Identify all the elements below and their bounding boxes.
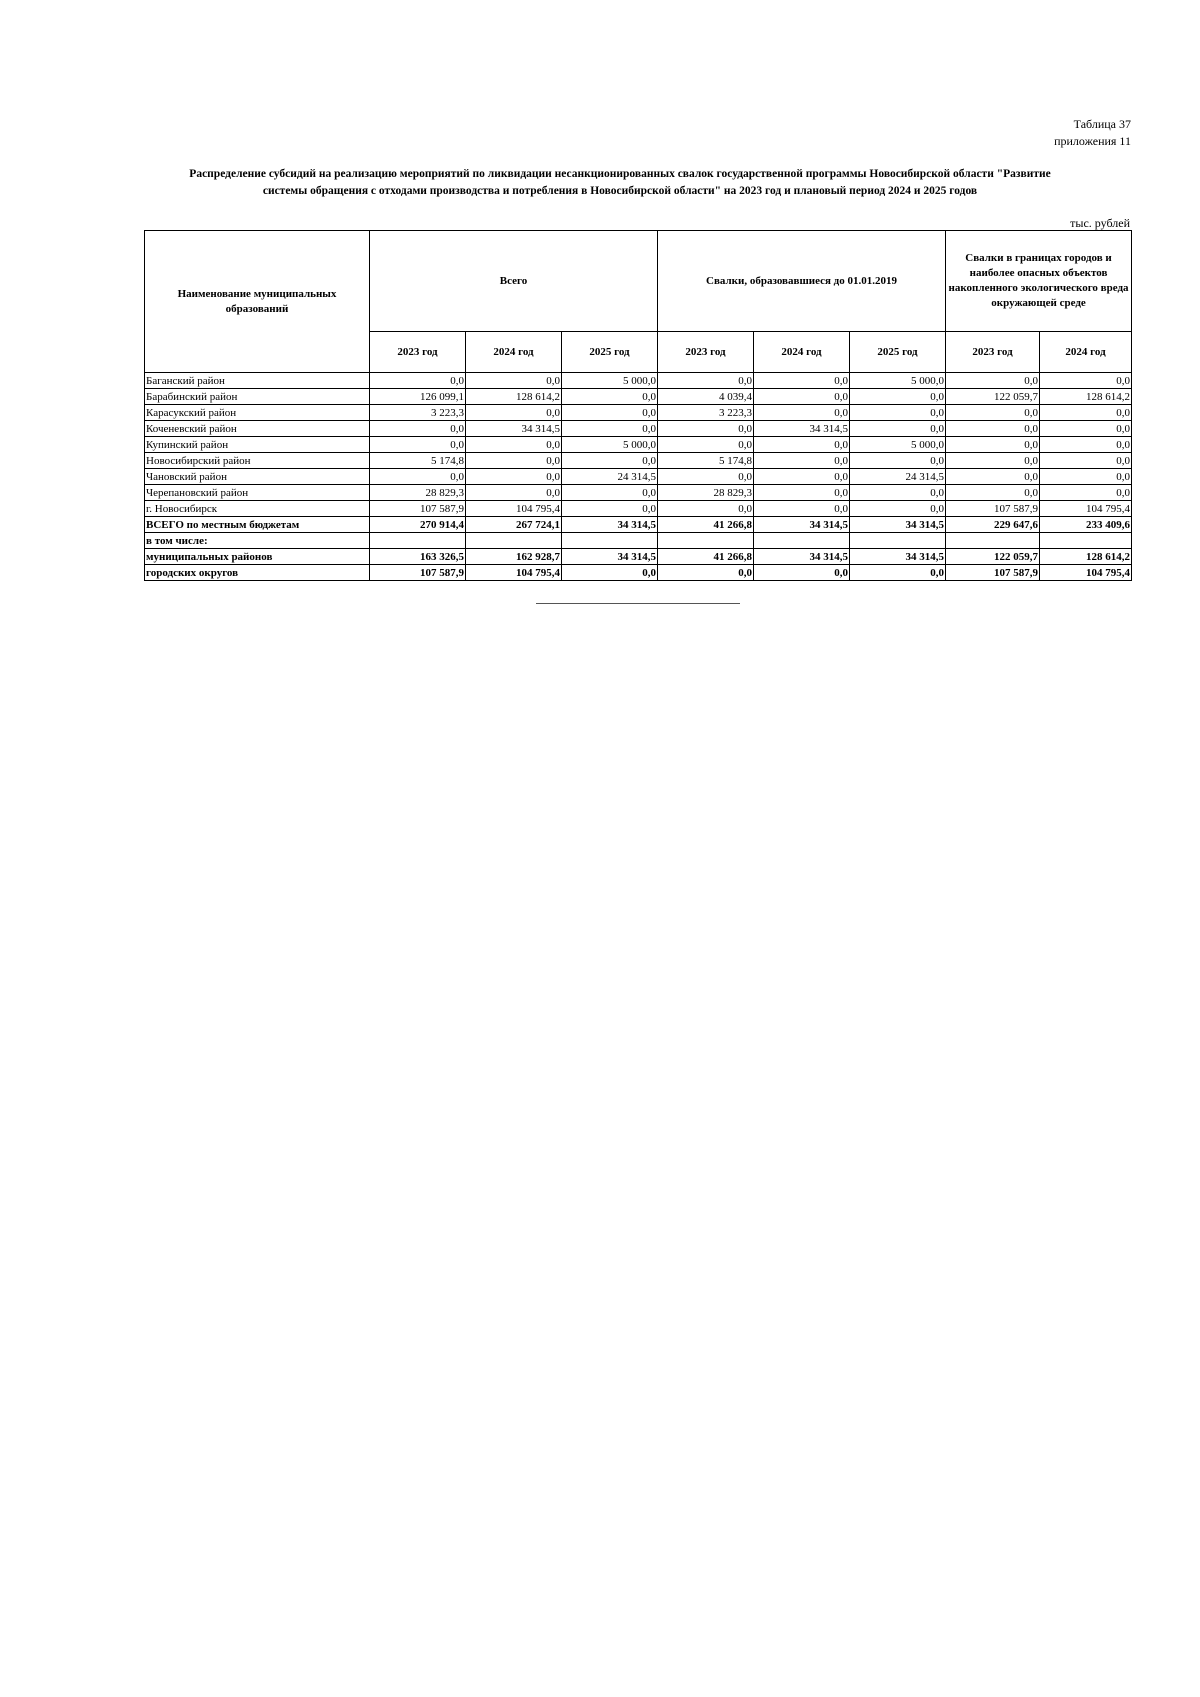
table-cell: 107 587,9 — [370, 565, 466, 581]
table-cell: 0,0 — [562, 453, 658, 469]
empty-cell — [1040, 533, 1132, 549]
table-body — [145, 373, 1132, 581]
table-number: Таблица 37 — [1073, 117, 1131, 131]
col-header-name: Наименование муниципальных образований — [145, 231, 370, 373]
table-cell: 0,0 — [370, 469, 466, 485]
table-cell: 41 266,8 — [658, 549, 754, 565]
group-header-cities: Свалки в границах городов и наиболее опасных объектов накопленного экологического вреда окружающей среде — [946, 231, 1132, 332]
table-cell: 0,0 — [370, 437, 466, 453]
table-cell: 34 314,5 — [466, 421, 562, 437]
table-row — [145, 437, 1132, 453]
table-cell: 233 409,6 — [1040, 517, 1132, 533]
row-name: Черепановский район — [145, 485, 370, 501]
empty-cell — [466, 533, 562, 549]
table-cell: 0,0 — [754, 501, 850, 517]
table-cell: 0,0 — [946, 453, 1040, 469]
table-row — [145, 421, 1132, 437]
table-cell: 0,0 — [562, 501, 658, 517]
row-name: Баганский район — [145, 373, 370, 389]
table-cell: 0,0 — [1040, 469, 1132, 485]
table-row — [145, 485, 1132, 501]
table-cell: 0,0 — [754, 485, 850, 501]
row-name: Карасукский район — [145, 405, 370, 421]
table-cell: 0,0 — [658, 373, 754, 389]
year-header: 2023 год — [658, 332, 754, 373]
table-cell: 41 266,8 — [658, 517, 754, 533]
table-cell: 0,0 — [658, 469, 754, 485]
table-cell: 107 587,9 — [946, 501, 1040, 517]
including-row — [145, 533, 1132, 549]
empty-cell — [946, 533, 1040, 549]
table-cell: 0,0 — [850, 453, 946, 469]
table-cell: 0,0 — [754, 389, 850, 405]
table-cell: 122 059,7 — [946, 389, 1040, 405]
row-name: муниципальных районов — [145, 549, 370, 565]
row-name: Коченевский район — [145, 421, 370, 437]
table-cell: 3 223,3 — [658, 405, 754, 421]
header-row-groups — [145, 231, 1132, 332]
table-cell: 0,0 — [562, 421, 658, 437]
table-cell: 4 039,4 — [658, 389, 754, 405]
table-cell: 270 914,4 — [370, 517, 466, 533]
title-line-1: Распределение субсидий на реализацию мероприятий по ликвидации несанкционированных свалок государственной программы Новосибирской области "Развитие — [189, 168, 1051, 180]
table-cell: 0,0 — [466, 437, 562, 453]
total-row — [145, 517, 1132, 533]
table-cell: 34 314,5 — [850, 549, 946, 565]
year-header: 2025 год — [562, 332, 658, 373]
row-name: Купинский район — [145, 437, 370, 453]
table-cell: 0,0 — [658, 421, 754, 437]
table-cell: 0,0 — [850, 485, 946, 501]
table-cell: 0,0 — [1040, 373, 1132, 389]
table-cell: 107 587,9 — [946, 565, 1040, 581]
row-name: ВСЕГО по местным бюджетам — [145, 517, 370, 533]
table-cell: 107 587,9 — [370, 501, 466, 517]
table-cell: 0,0 — [754, 469, 850, 485]
row-name: Барабинский район — [145, 389, 370, 405]
table-row — [145, 373, 1132, 389]
table-cell: 229 647,6 — [946, 517, 1040, 533]
table-cell: 34 314,5 — [562, 517, 658, 533]
table-cell: 34 314,5 — [850, 517, 946, 533]
table-cell: 0,0 — [658, 437, 754, 453]
year-header: 2023 год — [946, 332, 1040, 373]
table-cell: 104 795,4 — [1040, 565, 1132, 581]
table-cell: 0,0 — [754, 565, 850, 581]
table-cell: 0,0 — [1040, 437, 1132, 453]
table-cell: 104 795,4 — [466, 565, 562, 581]
table-cell: 0,0 — [946, 469, 1040, 485]
table-cell: 163 326,5 — [370, 549, 466, 565]
urban-districts-row — [145, 565, 1132, 581]
table-cell: 104 795,4 — [1040, 501, 1132, 517]
table-cell: 122 059,7 — [946, 549, 1040, 565]
year-header: 2024 год — [1040, 332, 1132, 373]
table-cell: 0,0 — [562, 389, 658, 405]
table-cell: 0,0 — [850, 501, 946, 517]
including-label: в том числе: — [145, 533, 370, 549]
table-cell: 0,0 — [562, 405, 658, 421]
table-cell: 24 314,5 — [850, 469, 946, 485]
table-cell: 0,0 — [754, 405, 850, 421]
table-cell: 5 000,0 — [562, 437, 658, 453]
year-header: 2023 год — [370, 332, 466, 373]
table-cell: 0,0 — [946, 437, 1040, 453]
row-name: городских округов — [145, 565, 370, 581]
table-cell: 0,0 — [658, 565, 754, 581]
table-cell: 28 829,3 — [370, 485, 466, 501]
table-cell: 128 614,2 — [1040, 389, 1132, 405]
group-header-total: Всего — [370, 231, 658, 332]
table-cell: 0,0 — [466, 373, 562, 389]
empty-cell — [370, 533, 466, 549]
table-cell: 34 314,5 — [562, 549, 658, 565]
table-cell: 0,0 — [850, 389, 946, 405]
table-row — [145, 389, 1132, 405]
table-cell: 0,0 — [754, 437, 850, 453]
table-cell: 5 174,8 — [658, 453, 754, 469]
table-cell: 0,0 — [850, 565, 946, 581]
year-header: 2024 год — [754, 332, 850, 373]
table-cell: 34 314,5 — [754, 549, 850, 565]
document-title — [100, 166, 1140, 200]
table-row — [145, 469, 1132, 485]
table-cell: 0,0 — [1040, 421, 1132, 437]
empty-cell — [658, 533, 754, 549]
table-cell: 5 000,0 — [850, 373, 946, 389]
table-cell: 126 099,1 — [370, 389, 466, 405]
table-cell: 0,0 — [754, 373, 850, 389]
table-row — [145, 405, 1132, 421]
table-cell: 0,0 — [466, 453, 562, 469]
year-header: 2025 год — [850, 332, 946, 373]
table-cell: 0,0 — [562, 485, 658, 501]
table-cell: 162 928,7 — [466, 549, 562, 565]
row-name: Чановский район — [145, 469, 370, 485]
table-cell: 267 724,1 — [466, 517, 562, 533]
year-header: 2024 год — [466, 332, 562, 373]
table-cell: 0,0 — [946, 485, 1040, 501]
table-cell: 0,0 — [1040, 453, 1132, 469]
group-header-before-2019: Свалки, образовавшиеся до 01.01.2019 — [658, 231, 946, 332]
table-cell: 0,0 — [658, 501, 754, 517]
row-name: г. Новосибирск — [145, 501, 370, 517]
empty-cell — [754, 533, 850, 549]
table-cell: 3 223,3 — [370, 405, 466, 421]
table-cell: 128 614,2 — [1040, 549, 1132, 565]
table-cell: 0,0 — [850, 421, 946, 437]
subsidy-table — [144, 230, 1132, 581]
table-cell: 34 314,5 — [754, 517, 850, 533]
table-cell: 0,0 — [1040, 405, 1132, 421]
table-cell: 5 000,0 — [562, 373, 658, 389]
appendix-label: приложения 11 — [1054, 134, 1131, 148]
footer-divider — [536, 603, 740, 604]
table-cell: 0,0 — [466, 485, 562, 501]
table-cell: 0,0 — [466, 469, 562, 485]
table-cell: 128 614,2 — [466, 389, 562, 405]
table-cell: 24 314,5 — [562, 469, 658, 485]
table-row — [145, 501, 1132, 517]
empty-cell — [562, 533, 658, 549]
table-cell: 28 829,3 — [658, 485, 754, 501]
table-cell: 104 795,4 — [466, 501, 562, 517]
table-cell: 0,0 — [562, 565, 658, 581]
table-cell: 0,0 — [946, 373, 1040, 389]
empty-cell — [850, 533, 946, 549]
units-label: тыс. рублей — [1070, 216, 1130, 230]
table-cell: 0,0 — [850, 405, 946, 421]
table-cell: 0,0 — [946, 421, 1040, 437]
table-cell: 5 174,8 — [370, 453, 466, 469]
table-cell: 0,0 — [754, 453, 850, 469]
table-cell: 0,0 — [946, 405, 1040, 421]
title-line-2: системы обращения с отходами производства и потребления в Новосибирской области" на 2023 год и плановый период 2024 и 2025 годов — [262, 185, 978, 197]
table-cell: 0,0 — [1040, 485, 1132, 501]
table-cell: 0,0 — [466, 405, 562, 421]
table-cell: 34 314,5 — [754, 421, 850, 437]
table-cell: 5 000,0 — [850, 437, 946, 453]
municipal-districts-row — [145, 549, 1132, 565]
table-cell: 0,0 — [370, 373, 466, 389]
table-row — [145, 453, 1132, 469]
table-cell: 0,0 — [370, 421, 466, 437]
row-name: Новосибирский район — [145, 453, 370, 469]
